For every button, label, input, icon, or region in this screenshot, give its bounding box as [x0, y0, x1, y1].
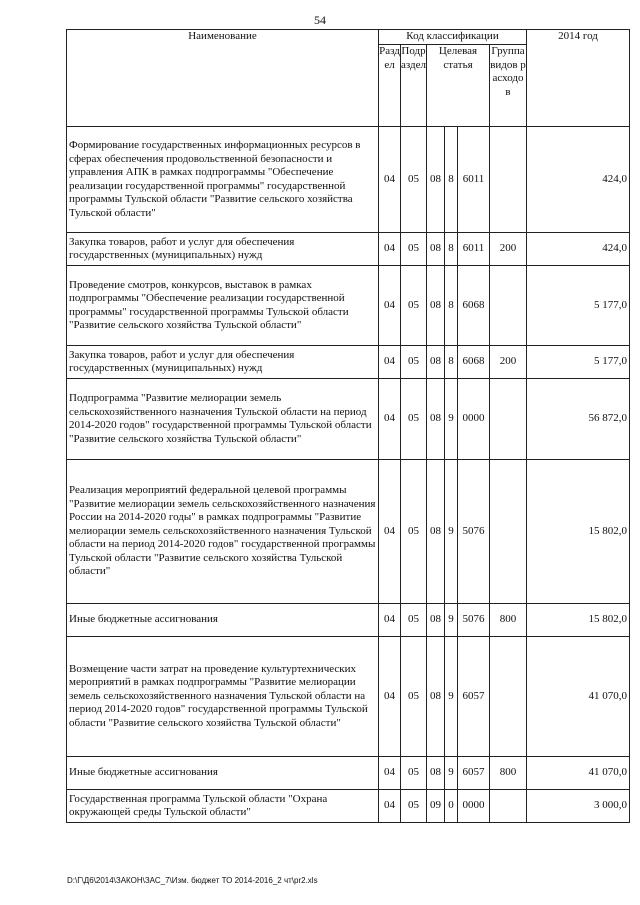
row-group	[490, 266, 527, 346]
row-target-2: 9	[445, 460, 458, 604]
row-group	[490, 379, 527, 460]
row-razdel: 04	[379, 233, 401, 266]
row-group	[490, 637, 527, 757]
row-razdel: 04	[379, 346, 401, 379]
row-target-3: 5076	[458, 460, 490, 604]
row-target-3: 5076	[458, 604, 490, 637]
row-name: Закупка товаров, работ и услуг для обеспечения государственных (муниципальных) нужд	[67, 346, 379, 379]
row-group	[490, 790, 527, 823]
table-row	[67, 266, 630, 346]
table-row	[67, 604, 630, 637]
row-amount: 424,0	[527, 233, 630, 266]
row-name: Реализация мероприятий федеральной целевой программы "Развитие мелиорации земель сельскохозяйственного назначения России на 2014-2020 годы" в рамках подпрограммы "Развитие мелиорации земель сельскохозяйственного назначения Тульской области на период 2014-2020 годов" государственной программы Тульской области "Развитие сельского хозяйства Тульской области"	[67, 460, 379, 604]
row-group	[490, 127, 527, 233]
row-target-1: 08	[427, 266, 445, 346]
table-row	[67, 460, 630, 604]
row-target-2: 8	[445, 233, 458, 266]
row-podrazdel: 05	[401, 233, 427, 266]
table-row	[67, 637, 630, 757]
row-name: Закупка товаров, работ и услуг для обеспечения государственных (муниципальных) нужд	[67, 233, 379, 266]
header-gruppa: Группа видов расходов	[490, 45, 527, 127]
row-amount: 41 070,0	[527, 637, 630, 757]
table-row	[67, 346, 630, 379]
row-name: Проведение смотров, конкурсов, выставок в рамках подпрограммы "Обеспечение реализации государственной программы" государственной программы Тульской области "Развитие сельского хозяйства Тульской области"	[67, 266, 379, 346]
row-amount: 56 872,0	[527, 379, 630, 460]
header-row-1	[67, 30, 630, 45]
row-target-3: 6057	[458, 637, 490, 757]
table-row	[67, 127, 630, 233]
row-target-1: 08	[427, 127, 445, 233]
header-code: Код классификации	[379, 30, 527, 45]
row-podrazdel: 05	[401, 790, 427, 823]
row-target-1: 08	[427, 379, 445, 460]
row-target-2: 9	[445, 637, 458, 757]
row-target-1: 08	[427, 346, 445, 379]
row-target-3: 6057	[458, 757, 490, 790]
row-target-2: 8	[445, 266, 458, 346]
row-podrazdel: 05	[401, 604, 427, 637]
row-target-3: 0000	[458, 790, 490, 823]
row-group: 200	[490, 346, 527, 379]
header-year: 2014 год	[527, 30, 630, 127]
file-path-footer: D:\Г\Д6\2014\ЗАКОН\ЗАС_7\Изм. бюджет ТО 2014-2016_2 чт\pr2.xls	[67, 876, 318, 885]
row-target-1: 08	[427, 233, 445, 266]
header-celevaya: Целевая статья	[427, 45, 490, 127]
row-podrazdel: 05	[401, 379, 427, 460]
row-amount: 3 000,0	[527, 790, 630, 823]
row-podrazdel: 05	[401, 266, 427, 346]
row-podrazdel: 05	[401, 460, 427, 604]
header-razdel: Раздел	[379, 45, 401, 127]
row-name: Подпрограмма "Развитие мелиорации земель сельскохозяйственного назначения Тульской области на период 2014-2020 годов" государственной программы Тульской области "Развитие сельского хозяйства Тульской области"	[67, 379, 379, 460]
table-body	[67, 127, 630, 823]
row-target-1: 08	[427, 604, 445, 637]
row-razdel: 04	[379, 790, 401, 823]
row-name: Формирование государственных информационных ресурсов в сферах обеспечения продовольственной безопасности и управления АПК в рамках подпрограммы "Обеспечение реализации государственной программы" государственной программы Тульской области "Развитие сельского хозяйства Тульской области"	[67, 127, 379, 233]
row-name: Возмещение части затрат на проведение культуртехнических мероприятий в рамках подпрограммы "Развитие мелиорации земель сельскохозяйственного назначения Тульской области на период 2014-2020 годов" государственной программы Тульской области "Развитие сельского хозяйства Тульской области"	[67, 637, 379, 757]
row-amount: 424,0	[527, 127, 630, 233]
row-podrazdel: 05	[401, 757, 427, 790]
header-podrazdel: Подраздел	[401, 45, 427, 127]
row-name: Иные бюджетные ассигнования	[67, 604, 379, 637]
row-target-2: 8	[445, 346, 458, 379]
row-podrazdel: 05	[401, 637, 427, 757]
row-podrazdel: 05	[401, 346, 427, 379]
row-amount: 5 177,0	[527, 266, 630, 346]
row-razdel: 04	[379, 757, 401, 790]
row-target-1: 08	[427, 637, 445, 757]
row-name: Иные бюджетные ассигнования	[67, 757, 379, 790]
row-name: Государственная программа Тульской области "Охрана окружающей среды Тульской области"	[67, 790, 379, 823]
table-row	[67, 379, 630, 460]
row-target-1: 09	[427, 790, 445, 823]
row-target-2: 8	[445, 127, 458, 233]
row-target-3: 6068	[458, 346, 490, 379]
row-razdel: 04	[379, 637, 401, 757]
row-target-3: 6068	[458, 266, 490, 346]
row-target-3: 6011	[458, 233, 490, 266]
row-razdel: 04	[379, 127, 401, 233]
row-target-3: 6011	[458, 127, 490, 233]
row-razdel: 04	[379, 604, 401, 637]
header-name: Наименование	[67, 30, 379, 127]
budget-table	[66, 29, 630, 823]
row-group: 800	[490, 604, 527, 637]
row-razdel: 04	[379, 460, 401, 604]
row-target-3: 0000	[458, 379, 490, 460]
row-amount: 41 070,0	[527, 757, 630, 790]
row-target-2: 9	[445, 757, 458, 790]
row-group	[490, 460, 527, 604]
page-number: 54	[314, 13, 326, 27]
row-podrazdel: 05	[401, 127, 427, 233]
row-group: 800	[490, 757, 527, 790]
row-razdel: 04	[379, 266, 401, 346]
row-group: 200	[490, 233, 527, 266]
row-target-2: 9	[445, 379, 458, 460]
row-target-1: 08	[427, 757, 445, 790]
row-amount: 5 177,0	[527, 346, 630, 379]
table-row	[67, 757, 630, 790]
table-row	[67, 790, 630, 823]
row-amount: 15 802,0	[527, 460, 630, 604]
row-target-2: 0	[445, 790, 458, 823]
row-target-2: 9	[445, 604, 458, 637]
row-target-1: 08	[427, 460, 445, 604]
row-amount: 15 802,0	[527, 604, 630, 637]
table-row	[67, 233, 630, 266]
row-razdel: 04	[379, 379, 401, 460]
